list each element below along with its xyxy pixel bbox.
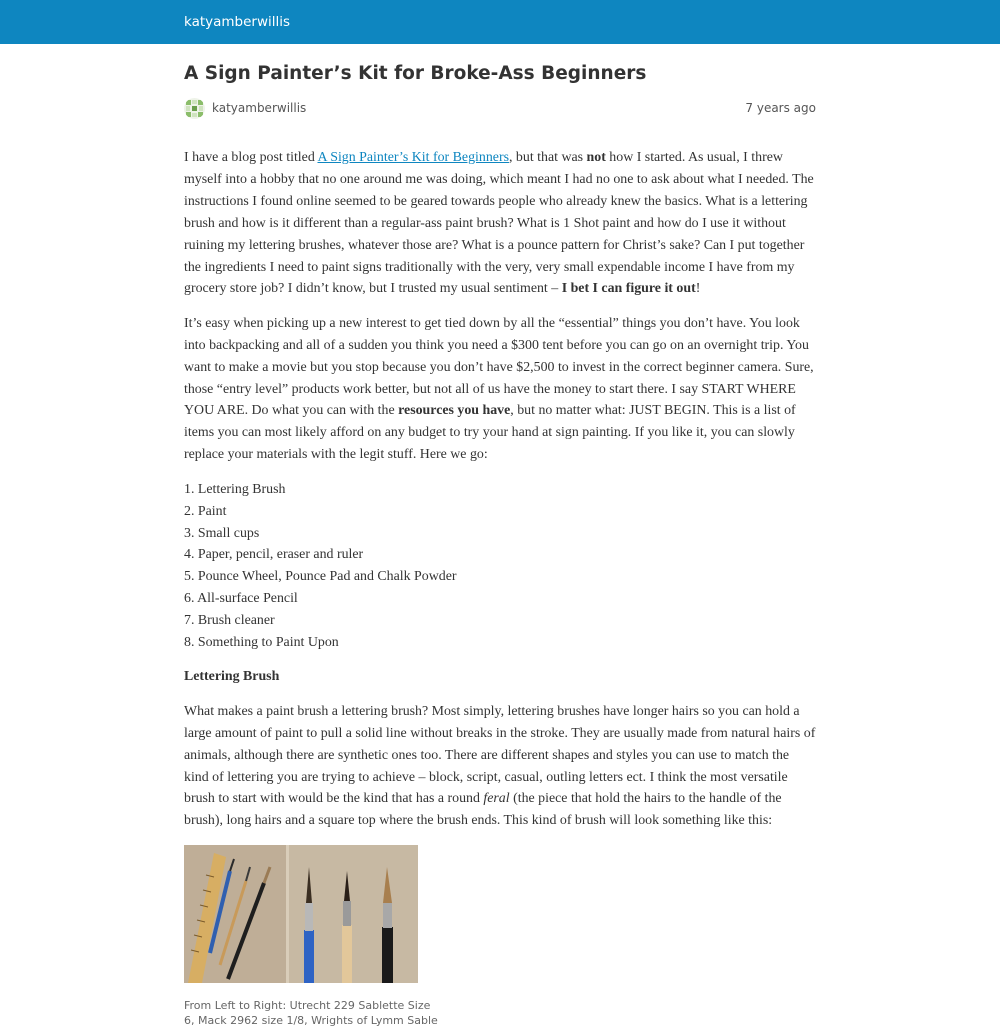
list-item: 6. All-surface Pencil: [184, 591, 298, 607]
list-item: 3. Small cups: [184, 525, 260, 541]
caption-line: 6, Mack 2962 size 1/8, Wrights of Lymm Sable: [184, 1014, 438, 1028]
heading-text: Lettering Brush: [184, 669, 280, 685]
post-title: A Sign Painter’s Kit for Broke-Ass Beginners: [184, 63, 647, 84]
paragraph-text: , but that was: [508, 150, 587, 165]
author-block: [184, 98, 306, 119]
list-item: 7. Brush cleaner: [184, 613, 275, 629]
post-date-link[interactable]: 7 years ago: [745, 101, 816, 115]
paragraph-text: What makes a paint brush a lettering brush? Most simply, lettering brushes have longer hairs so you can hold a large amount of paint to pull a solid line without breaks in the stroke. They are usually made from natural hairs of animals, although there are synthetic ones too. There are different shapes and styles you can use to match the kind of lettering you are trying to achieve – block, script, casual, outling letters ect. I think the most versatile brush to start with would be the kind that has a round: [184, 703, 816, 807]
italic-text: feral: [483, 791, 510, 807]
paragraph-intro: [184, 147, 816, 300]
list-item: 4. Paper, pencil, eraser and ruler: [184, 547, 364, 563]
figure-caption: [184, 998, 438, 1029]
brush-figure: [184, 845, 438, 1029]
paragraph-budget: [184, 313, 816, 466]
supply-list: [184, 479, 816, 654]
paragraph-brush: [184, 701, 816, 832]
post-content: [184, 147, 816, 1029]
list-item: 5. Pounce Wheel, Pounce Pad and Chalk Powder: [184, 569, 457, 585]
list-item: 8. Something to Paint Upon: [184, 635, 339, 651]
paragraph-text: I have a blog post titled: [184, 150, 318, 165]
list-item: 2. Paint: [184, 503, 227, 519]
paragraph-text: It’s easy when picking up a new interest to get tied down by all the “essential” things you don’t have. You look into backpacking and all of a sudden you think you need a $300 tent before you can go on an overnight trip. You want to make a movie but you stop because you don’t have $2,500 to invest in the correct beginner camera. Sure, those “entry level” products work better, but not all of us have the money to start there. I say START WHERE YOU ARE. Do what you can with the: [184, 315, 814, 419]
caption-line: From Left to Right: Utrecht 229 Sablette Size: [184, 998, 431, 1012]
list-item: 1. Lettering Brush: [184, 481, 286, 497]
avatar-icon[interactable]: [184, 98, 205, 119]
related-post-link[interactable]: A Sign Painter’s Kit for Beginners: [317, 150, 509, 165]
site-header: [0, 0, 1000, 44]
bold-text: not: [586, 150, 606, 165]
brush-photo[interactable]: [184, 845, 418, 983]
site-name-link[interactable]: katyamberwillis: [184, 14, 291, 30]
bold-text: resources you have: [398, 403, 511, 419]
section-heading: [184, 666, 816, 688]
post-container: [184, 63, 816, 1029]
paragraph-text: , but no matter what: JUST BEGIN. This is a list of items you can most likely afford on any budget to try your hand at sign painting. If you like it, you can slowly replace your materials with the legit stuff. Here we go:: [184, 403, 796, 463]
paragraph-text: (the piece that hold the hairs to the handle of the brush), long hairs and a square top where the brush ends. This kind of brush will look something like this:: [184, 791, 782, 829]
bold-text: I bet I can figure it out: [561, 281, 696, 297]
author-link[interactable]: katyamberwillis: [212, 101, 307, 115]
paragraph-text: how I started. As usual, I threw myself into a hobby that no one around me was doing, which meant I had no one to ask about what I needed. The instructions I found online seemed to be geared towards people who already knew the basics. What is a lettering brush and how is it different than a regular-ass paint brush? What is 1 Shot paint and how do I use it without ruining my lettering brushes, whatever those are? What is a pounce pattern for Christ’s sake? Can I put together the ingredients I need to paint signs traditionally with the very, very small expendable income I have from my grocery store job? I didn’t know, but I trusted my usual sentiment –: [184, 150, 814, 297]
post-meta: [184, 97, 816, 119]
paragraph-text: !: [695, 281, 701, 297]
